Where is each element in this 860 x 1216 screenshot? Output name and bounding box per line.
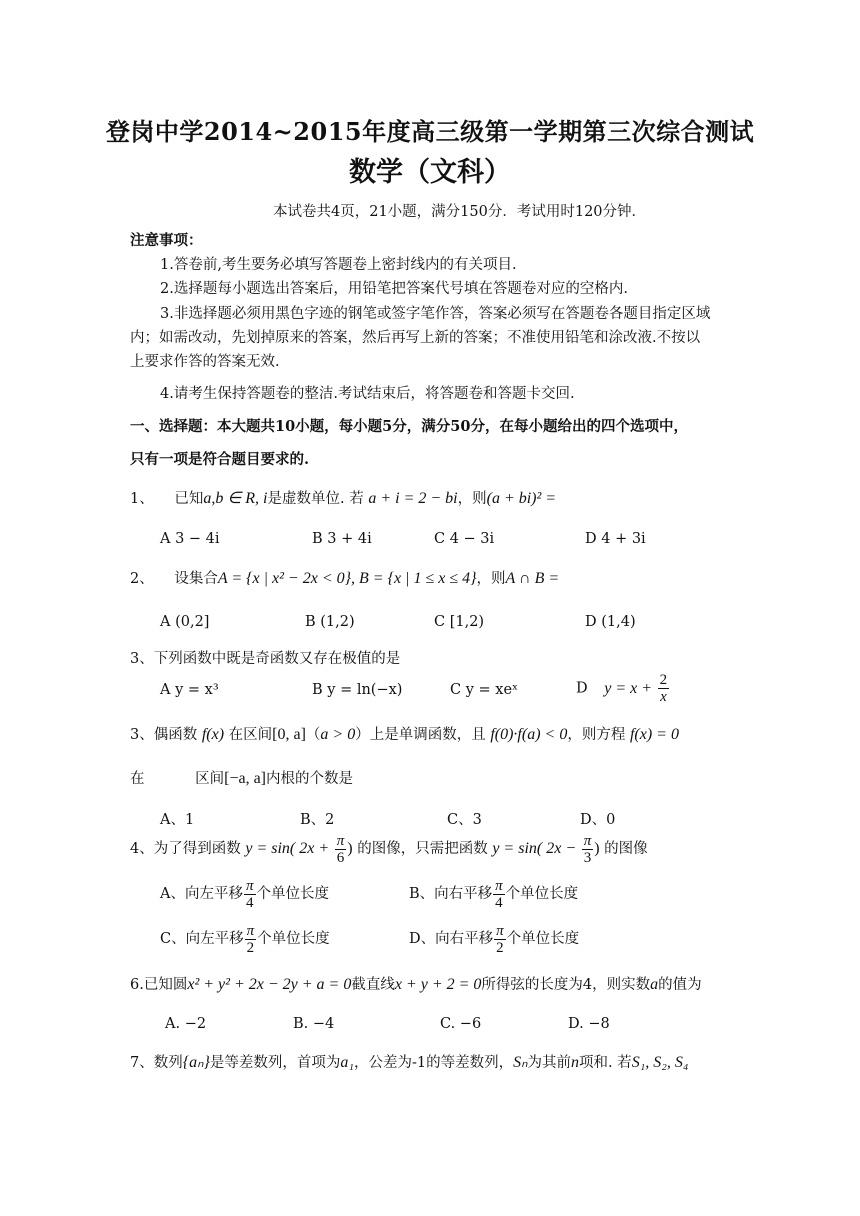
q3b-option-b: B、2: [300, 812, 335, 828]
exam-info: 本试卷共4页，21小题，满分150分．考试用时120分钟．: [273, 204, 647, 220]
q3a-option-b: B y = ln(−x): [312, 682, 403, 698]
q1-option-b: B 3 + 4i: [312, 531, 372, 547]
q1-option-a: A 3 − 4i: [160, 531, 220, 547]
question-7: 7、数列{aₙ}是等差数列，首项为a₁，公差为-1的等差数列，Sₙ为其前n项和. 若S₁, S₂, S₄: [130, 1054, 689, 1071]
q2-option-a: A (0,2]: [160, 614, 210, 630]
q6-option-b: B. −4: [293, 1016, 335, 1032]
section-heading-line-2: 只有一项是符合题目要求的.: [130, 451, 310, 468]
question-3a: 3、下列函数中既是奇函数又存在极值的是: [130, 651, 401, 667]
q1-option-c: C 4 − 3i: [434, 531, 495, 547]
q6-option-c: C. −6: [440, 1016, 482, 1032]
q3b-option-c: C、3: [447, 812, 482, 828]
question-3b: 3、偶函数 f(x) 在区间[0, a]（a > 0）上是单调函数，且 f(0)·f(a) < 0，则方程 f(x) = 0: [130, 726, 679, 743]
note-3-line-1: 3.非选择题必须用黑色字迹的钢笔或签字笔作答，答案必须写在答题卷各题目指定区域: [160, 306, 711, 322]
note-3-line-3: 上要求作答的答案无效.: [130, 354, 280, 370]
q2-option-c: C [1,2): [434, 614, 485, 630]
fraction: $\frac{2}{x}$: [659, 672, 668, 705]
note-3-line-2: 内；如需改动，先划掉原来的答案，然后再写上新的答案；不准使用铅笔和涂改液.不按以: [130, 330, 701, 346]
q6-option-d: D. −8: [568, 1016, 610, 1032]
q3b-option-a: A、1: [160, 812, 195, 828]
question-6: 6.已知圆x² + y² + 2x − 2y + a = 0截直线x + y + 2 = 0所得弦的长度为4，则实数a的值为: [130, 976, 702, 993]
q4-option-d: D、向右平移 $\frac{\pi}{2}$ 个单位长度: [409, 922, 580, 956]
question-number: 1、: [130, 491, 154, 507]
note-2: 2.选择题每小题选出答案后，用铅笔把答案代号填在答题卷对应的空格内.: [160, 281, 628, 297]
note-4: 4.请考生保持答题卷的整洁.考试结束后，将答题卷和答题卡交回.: [160, 386, 575, 402]
q4-option-c: C、向左平移 $\frac{\pi}{2}$ 个单位长度: [160, 922, 330, 956]
exam-subtitle: 数学（文科）: [349, 157, 511, 188]
question-4: 4、为了得到函数 y = sin( 2x + $\frac{\pi}{6}$ ) 的图像，只需把函数 y = sin( 2x − $\frac{\pi}{3}$ ) 的图像: [130, 832, 648, 866]
q4-option-a: A、向左平移 $\frac{\pi}{4}$ 个单位长度: [160, 877, 329, 911]
q1-option-d: D 4 + 3i: [585, 531, 646, 547]
q6-option-a: A. −2: [165, 1016, 207, 1032]
exam-title: 登岗中学2014~2015年度高三级第一学期第三次综合测试: [105, 117, 755, 146]
q2-option-d: D (1,4): [585, 614, 636, 630]
q4-option-b: B、向右平移 $\frac{\pi}{4}$ 个单位长度: [409, 877, 579, 911]
q3a-option-d: D y = x + $\frac{2}{x}$: [576, 672, 668, 705]
question-3b-line-2: 在 区间[−a, a]内根的个数是: [130, 770, 353, 787]
question-2: 2、 设集合A = {x | x² − 2x < 0}, B = {x | 1 ≤ x ≤ 4}，则A ∩ B =: [130, 570, 560, 587]
q3b-option-d: D、0: [580, 812, 616, 828]
q2-option-b: B (1,2): [305, 614, 355, 630]
notes-heading: 注意事项：: [130, 232, 203, 249]
note-1: 1.答卷前,考生要务必填写答题卷上密封线内的有关项目.: [160, 257, 517, 273]
q3a-option-c: C y = xeˣ: [450, 682, 519, 698]
question-1: 1、 已知a,b ∈ R, i是虚数单位. 若 a + i = 2 − bi，则(a + bi)² =: [130, 490, 557, 507]
section-heading-line-1: 一、选择题：本大题共10小题，每小题5分，满分50分，在每小题给出的四个选项中，: [130, 418, 688, 435]
q3a-option-a: A y = x³: [160, 682, 219, 698]
